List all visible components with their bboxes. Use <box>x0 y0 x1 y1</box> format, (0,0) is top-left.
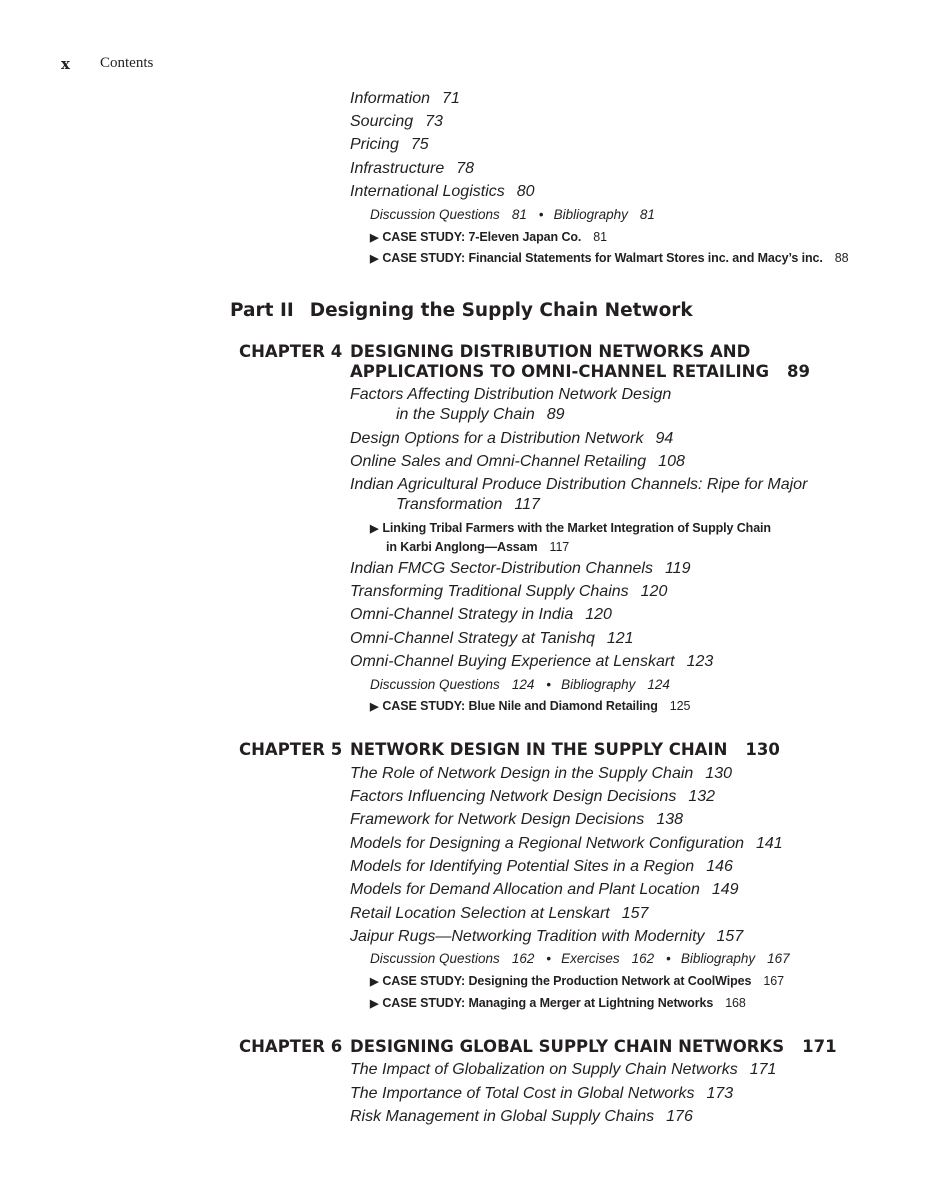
entry-page: 117 <box>549 540 570 554</box>
chapter-page: 130 <box>745 740 780 759</box>
case-title: Blue Nile and Diamond Retailing <box>468 699 658 713</box>
discussion-questions: Discussion Questions <box>370 677 500 692</box>
entry-page: 81 <box>593 230 607 244</box>
case-label: CASE STUDY: <box>382 974 466 988</box>
entry-title: Transforming Traditional Supply Chains <box>350 583 629 600</box>
endmatter-line <box>370 951 790 966</box>
entry-page: 119 <box>664 560 691 577</box>
entry-page: 89 <box>546 406 565 423</box>
toc-entry-information <box>350 89 460 109</box>
case-study-coolwipes <box>370 972 784 991</box>
entry-title: in Karbi Anglong—Assam <box>386 540 538 554</box>
chapter-title-line: APPLICATIONS TO OMNI-CHANNEL RETAILING <box>350 362 770 381</box>
case-label: CASE STUDY: <box>382 251 466 265</box>
entry-page: 94 <box>655 430 674 447</box>
entry-page: 162 <box>511 951 535 966</box>
entry-title: Online Sales and Omni-Channel Retailing <box>350 453 647 470</box>
chapter-5-title <box>350 740 780 760</box>
case-title: Managing a Merger at Lightning Networks <box>468 996 714 1010</box>
case-study-blue-nile <box>370 697 690 716</box>
entry-page: 81 <box>639 207 655 222</box>
entry-page: 146 <box>706 858 733 875</box>
triangle-icon: ▶ <box>370 976 379 988</box>
endmatter-line <box>370 677 670 692</box>
bullet-icon: • <box>666 951 671 966</box>
toc-entry-pricing <box>350 135 429 155</box>
entry-page: 81 <box>511 207 527 222</box>
bibliography: Bibliography <box>553 207 628 222</box>
entry-title: Linking Tribal Farmers with the Market Integration of Supply Chain <box>382 521 771 535</box>
toc-entry-factors-influencing <box>350 787 715 807</box>
entry-page: 157 <box>716 928 744 945</box>
toc-entry-indian-agricultural <box>350 475 807 515</box>
entry-title: Factors Influencing Network Design Decisions <box>350 788 677 805</box>
entry-page: 132 <box>688 788 716 805</box>
entry-title: Omni-Channel Strategy at Tanishq <box>350 630 595 647</box>
chapter-6-label: CHAPTER 6 <box>239 1037 343 1056</box>
entry-page: 80 <box>516 183 535 200</box>
chapter-page: 171 <box>802 1037 837 1056</box>
bullet-icon: • <box>546 677 552 692</box>
entry-title: Infrastructure <box>350 160 445 177</box>
case-study-lightning-networks <box>370 994 746 1013</box>
case-title: 7-Eleven Japan Co. <box>468 230 582 244</box>
endmatter-line <box>370 207 655 222</box>
entry-page: 124 <box>647 677 670 692</box>
toc-entry-omni-channel-india <box>350 605 612 625</box>
entry-title: Sourcing <box>350 113 414 130</box>
sub-entry-linking-tribal-farmers <box>370 519 771 556</box>
case-study-financial-statements <box>370 249 848 268</box>
chapter-4-label: CHAPTER 4 <box>239 342 343 361</box>
entry-page: 167 <box>763 974 784 988</box>
part-heading <box>230 300 693 321</box>
entry-page: 138 <box>656 811 684 828</box>
entry-page: 173 <box>706 1085 734 1102</box>
discussion-questions: Discussion Questions <box>370 207 500 222</box>
entry-title: Transformation <box>396 496 503 513</box>
toc-entry-transforming-traditional <box>350 582 667 602</box>
entry-page: 108 <box>658 453 685 470</box>
bullet-icon: • <box>538 207 544 222</box>
entry-title: The Role of Network Design in the Supply Chain <box>350 765 694 782</box>
bibliography: Bibliography <box>680 951 756 966</box>
triangle-icon: ▶ <box>370 253 379 265</box>
toc-entry-omni-channel-tanishq <box>350 629 634 649</box>
entry-page: 171 <box>749 1061 777 1078</box>
entry-page: 124 <box>511 677 535 692</box>
part-title: Designing the Supply Chain Network <box>309 300 693 321</box>
toc-entry-jaipur-rugs <box>350 927 743 947</box>
triangle-icon: ▶ <box>370 701 379 713</box>
exercises: Exercises <box>561 951 620 966</box>
toc-entry-role-of-network-design <box>350 764 732 784</box>
page-number: x <box>61 55 70 73</box>
entry-page: 149 <box>711 881 739 898</box>
bullet-icon: • <box>546 951 552 966</box>
toc-entry-retail-location-lenskart <box>350 904 648 924</box>
entry-page: 123 <box>686 653 714 670</box>
toc-entry-omni-channel-lenskart <box>350 652 713 672</box>
toc-entry-importance-total-cost <box>350 1084 733 1104</box>
case-label: CASE STUDY: <box>382 996 466 1010</box>
toc-entry-infrastructure <box>350 159 474 179</box>
case-title: Financial Statements for Walmart Stores inc. and Macy’s inc. <box>468 251 823 265</box>
triangle-icon: ▶ <box>370 232 379 244</box>
entry-title: Factors Affecting Distribution Network Design <box>350 386 672 403</box>
entry-title: in the Supply Chain <box>396 406 535 423</box>
entry-title: Indian FMCG Sector-Distribution Channels <box>350 560 653 577</box>
entry-title: The Impact of Globalization on Supply Chain Networks <box>350 1061 738 1078</box>
entry-page: 71 <box>442 90 460 107</box>
entry-title: Jaipur Rugs—Networking Tradition with Modernity <box>350 928 705 945</box>
entry-page: 117 <box>514 496 540 513</box>
toc-entry-indian-fmcg <box>350 559 690 579</box>
chapter-title-line: NETWORK DESIGN IN THE SUPPLY CHAIN <box>350 740 728 759</box>
case-label: CASE STUDY: <box>382 699 466 713</box>
bibliography: Bibliography <box>561 677 636 692</box>
entry-page: 75 <box>410 136 429 153</box>
triangle-icon: ▶ <box>370 998 379 1010</box>
entry-page: 162 <box>631 951 655 966</box>
entry-page: 88 <box>834 251 849 265</box>
triangle-icon: ▶ <box>370 523 379 535</box>
entry-page: 176 <box>666 1108 693 1125</box>
case-study-7-eleven <box>370 228 607 247</box>
entry-title: Design Options for a Distribution Network <box>350 430 644 447</box>
entry-page: 120 <box>640 583 668 600</box>
chapter-title-line: DESIGNING GLOBAL SUPPLY CHAIN NETWORKS <box>350 1037 785 1056</box>
toc-entry-international-logistics <box>350 182 535 202</box>
toc-entry-models-demand-allocation <box>350 880 739 900</box>
entry-page: 168 <box>725 996 746 1010</box>
entry-page: 125 <box>669 699 691 713</box>
entry-page: 120 <box>585 606 612 623</box>
entry-title: Pricing <box>350 136 399 153</box>
entry-page: 73 <box>425 113 443 130</box>
entry-title: Information <box>350 90 431 107</box>
discussion-questions: Discussion Questions <box>370 951 500 966</box>
running-title: Contents <box>100 55 154 71</box>
entry-title: Indian Agricultural Produce Distribution Channels: Ripe for Major <box>350 476 808 493</box>
entry-title: Risk Management in Global Supply Chains <box>350 1108 655 1125</box>
entry-title: Models for Identifying Potential Sites in a Region <box>350 858 695 875</box>
entry-title: Framework for Network Design Decisions <box>350 811 645 828</box>
toc-entry-framework <box>350 810 683 830</box>
toc-entry-risk-management <box>350 1107 693 1127</box>
toc-entry-models-regional <box>350 834 783 854</box>
chapter-5-label: CHAPTER 5 <box>239 740 343 759</box>
entry-title: Retail Location Selection at Lenskart <box>350 905 610 922</box>
case-label: CASE STUDY: <box>382 230 466 244</box>
entry-title: Models for Demand Allocation and Plant Location <box>350 881 700 898</box>
entry-title: International Logistics <box>350 183 505 200</box>
entry-page: 167 <box>767 951 790 966</box>
entry-title: Omni-Channel Strategy in India <box>350 606 574 623</box>
part-label: Part II <box>230 300 294 321</box>
entry-page: 130 <box>705 765 732 782</box>
entry-page: 78 <box>456 160 475 177</box>
toc-entry-design-options <box>350 429 673 449</box>
entry-page: 157 <box>621 905 649 922</box>
entry-page: 141 <box>755 835 783 852</box>
chapter-4-title <box>350 342 810 382</box>
case-title: Designing the Production Network at CoolWipes <box>468 974 752 988</box>
chapter-page: 89 <box>787 362 811 381</box>
chapter-title-line: DESIGNING DISTRIBUTION NETWORKS AND <box>350 342 751 361</box>
toc-entry-models-potential-sites <box>350 857 733 877</box>
entry-page: 121 <box>606 630 634 647</box>
entry-title: Models for Designing a Regional Network Configuration <box>350 835 744 852</box>
toc-entry-factors-affecting <box>350 385 671 425</box>
entry-title: The Importance of Total Cost in Global Networks <box>350 1085 695 1102</box>
toc-entry-sourcing <box>350 112 443 132</box>
entry-title: Omni-Channel Buying Experience at Lenskart <box>350 653 675 670</box>
chapter-6-title <box>350 1037 837 1057</box>
toc-entry-online-sales <box>350 452 685 472</box>
toc-entry-impact-of-globalization <box>350 1060 776 1080</box>
